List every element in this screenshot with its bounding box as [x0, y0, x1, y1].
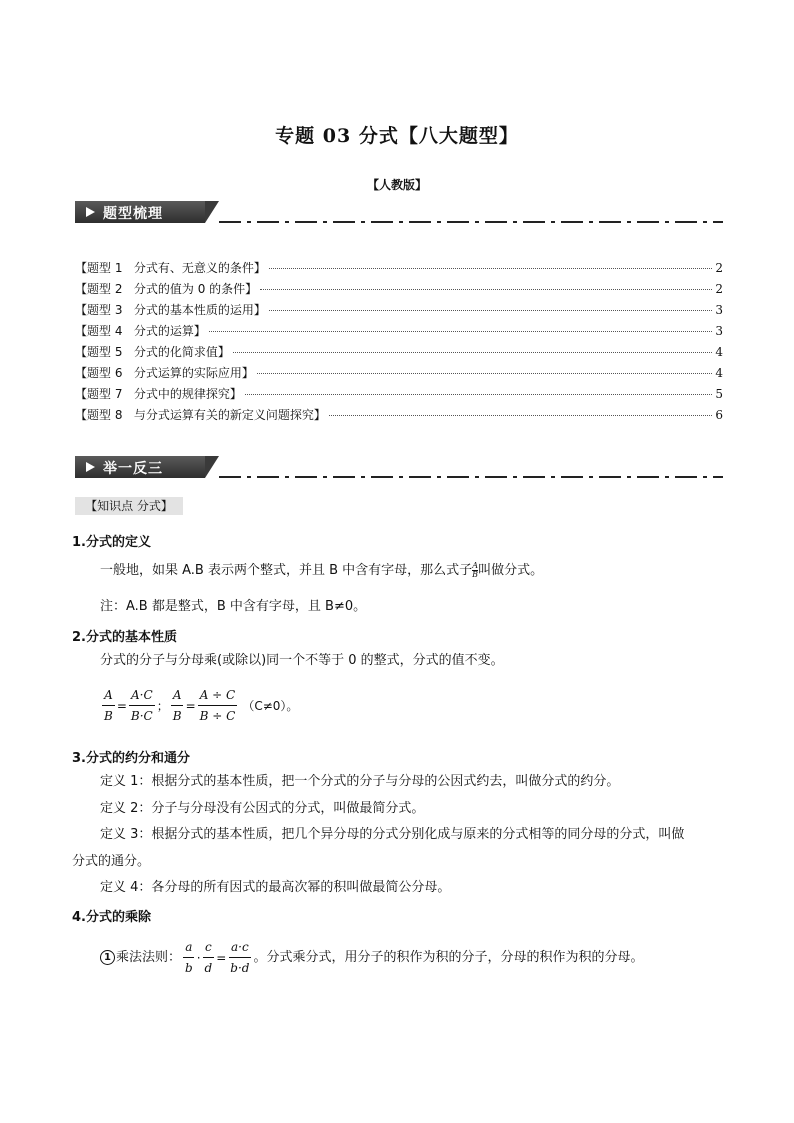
toc-row[interactable]: [75, 280, 723, 301]
toc-page: 3: [715, 303, 723, 317]
fraction-numerator: A: [171, 686, 184, 706]
text-run: 一般地，如果 A.B 表示两个整式，并且 B 中含有字母，那么式子: [100, 563, 473, 578]
text-run: 叫做分式。: [478, 563, 544, 578]
fraction-denominator: B ÷ C: [199, 709, 236, 723]
note-paragraph: 注：A.B 都是整式，B 中含有字母，且 B≠0。: [100, 599, 367, 614]
multiplication-rule: [100, 938, 643, 977]
fraction: [129, 686, 155, 725]
section-heading: 1.分式的定义: [72, 535, 151, 550]
toc-title: 与分式运算有关的新定义问题探究】: [122, 408, 326, 422]
toc-row[interactable]: [75, 259, 723, 280]
fraction-denominator: d: [204, 961, 213, 975]
fraction-denominator: B: [104, 709, 113, 723]
toc-code: 【题型 6: [75, 366, 123, 380]
fraction-denominator: B·C: [130, 709, 153, 723]
toc-title: 分式的化简求值】: [122, 345, 230, 359]
definition-2: 定义 2：分子与分母没有公因式的分式，叫做最简分式。: [100, 801, 425, 816]
page-title: 专题 03 分式【八大题型】: [275, 125, 519, 147]
toc-title: 分式的运算】: [122, 324, 206, 338]
fraction-numerator: A·C: [129, 686, 155, 706]
definition-paragraph: [100, 562, 543, 580]
edition-label: 【人教版】: [366, 178, 427, 192]
fraction-numerator: a·c: [229, 938, 251, 958]
dash-dot-rule: [219, 219, 723, 225]
toc-title: 分式有、无意义的条件】: [122, 261, 266, 275]
play-triangle-icon: [86, 462, 95, 472]
fraction: [228, 938, 251, 977]
banner-tab: [75, 456, 205, 478]
fraction-numerator: a: [183, 938, 194, 958]
fraction-denominator: B: [172, 709, 182, 723]
toc-title: 分式的基本性质的运用】: [122, 303, 266, 317]
toc-code: 【题型 2: [75, 282, 123, 296]
toc-page: 3: [715, 324, 723, 338]
toc-title: 分式运算的实际应用】: [122, 366, 254, 380]
fraction: [203, 938, 215, 977]
banner-slant: [205, 201, 219, 223]
toc-title: 分式的值为 0 的条件】: [122, 282, 258, 296]
dot-leader: [257, 373, 712, 374]
equals-sign: =: [185, 698, 196, 713]
fraction-numerator: A: [472, 561, 478, 570]
dot-leader: [269, 310, 712, 311]
dot-leader: [245, 394, 712, 395]
dot-leader: [209, 331, 712, 332]
definition-3-line-2: 分式的通分。: [72, 854, 151, 869]
definition-1: 定义 1：根据分式的基本性质，把一个分式的分子与分母的公因式约去，叫做分式的约分。: [100, 774, 620, 789]
fraction-numerator: A: [102, 686, 115, 706]
table-of-contents: [75, 259, 723, 427]
property-paragraph: 分式的分子与分母乘(或除以)同一个不等于 0 的整式，分式的值不变。: [100, 653, 504, 668]
toc-code: 【题型 3: [75, 303, 123, 317]
fraction-numerator: A ÷ C: [198, 686, 238, 706]
toc-row[interactable]: [75, 385, 723, 406]
toc-code: 【题型 7: [75, 387, 123, 401]
toc-row[interactable]: [75, 406, 723, 427]
toc-row[interactable]: [75, 343, 723, 364]
multiplication-formula: [181, 938, 253, 977]
fraction-denominator: b·d: [230, 961, 250, 975]
toc-code: 【题型 8: [75, 408, 123, 422]
knowledge-point-tag: 【知识点 分式】: [75, 497, 183, 515]
toc-page: 2: [715, 282, 723, 296]
dash-dot-rule: [219, 474, 723, 480]
toc-page: 4: [715, 345, 723, 359]
definition-3-line-1: 定义 3：根据分式的基本性质，把几个异分母的分式分别化成与原来的分式相等的同分母的分式，叫做: [100, 827, 685, 842]
toc-page: 4: [715, 366, 723, 380]
dot-leader: [269, 268, 712, 269]
banner-tab: [75, 201, 205, 223]
toc-page: 6: [715, 408, 723, 422]
toc-code: 【题型 5: [75, 345, 123, 359]
condition-text: （C≠0）。: [242, 698, 299, 713]
rule-label: 乘法法则：: [116, 949, 182, 965]
fraction: [198, 686, 238, 725]
rule-text: 。分式乘分式，用分子的积作为积的分子，分母的积作为积的分母。: [253, 949, 644, 965]
dot-leader: [329, 415, 712, 416]
toc-row[interactable]: [75, 322, 723, 343]
banner-label: 举一反三: [103, 461, 163, 477]
banner-label: 题型梳理: [103, 206, 163, 222]
section-banner-examples: [75, 456, 723, 482]
section-heading: 4.分式的乘除: [72, 910, 151, 925]
toc-row[interactable]: [75, 364, 723, 385]
definition-4: 定义 4：各分母的所有因式的最高次幂的积叫做最简公分母。: [100, 880, 451, 895]
toc-page: 5: [715, 387, 723, 401]
fraction: [183, 938, 195, 977]
toc-code: 【题型 4: [75, 324, 123, 338]
dot-operator: ·: [196, 950, 201, 965]
toc-page: 2: [715, 261, 723, 275]
separator: ；: [156, 698, 169, 713]
fraction-denominator: b: [185, 961, 193, 975]
toc-code: 【题型 1: [75, 261, 123, 275]
equals-sign: =: [216, 950, 227, 965]
circled-number-marker: 1: [100, 950, 115, 965]
property-formula: [100, 686, 298, 725]
dot-leader: [260, 289, 712, 290]
section-banner-toc: [75, 201, 723, 227]
section-heading: 2.分式的基本性质: [72, 630, 177, 645]
section-heading: 3.分式的约分和通分: [72, 751, 190, 766]
equals-sign: =: [116, 698, 127, 713]
play-triangle-icon: [86, 207, 95, 217]
fraction-numerator: c: [203, 938, 214, 958]
fraction: [102, 686, 115, 725]
fraction: [171, 686, 184, 725]
fraction-denominator: B: [472, 570, 479, 579]
toc-title: 分式中的规律探究】: [122, 387, 242, 401]
dot-leader: [233, 352, 712, 353]
banner-slant: [205, 456, 219, 478]
toc-row[interactable]: [75, 301, 723, 322]
